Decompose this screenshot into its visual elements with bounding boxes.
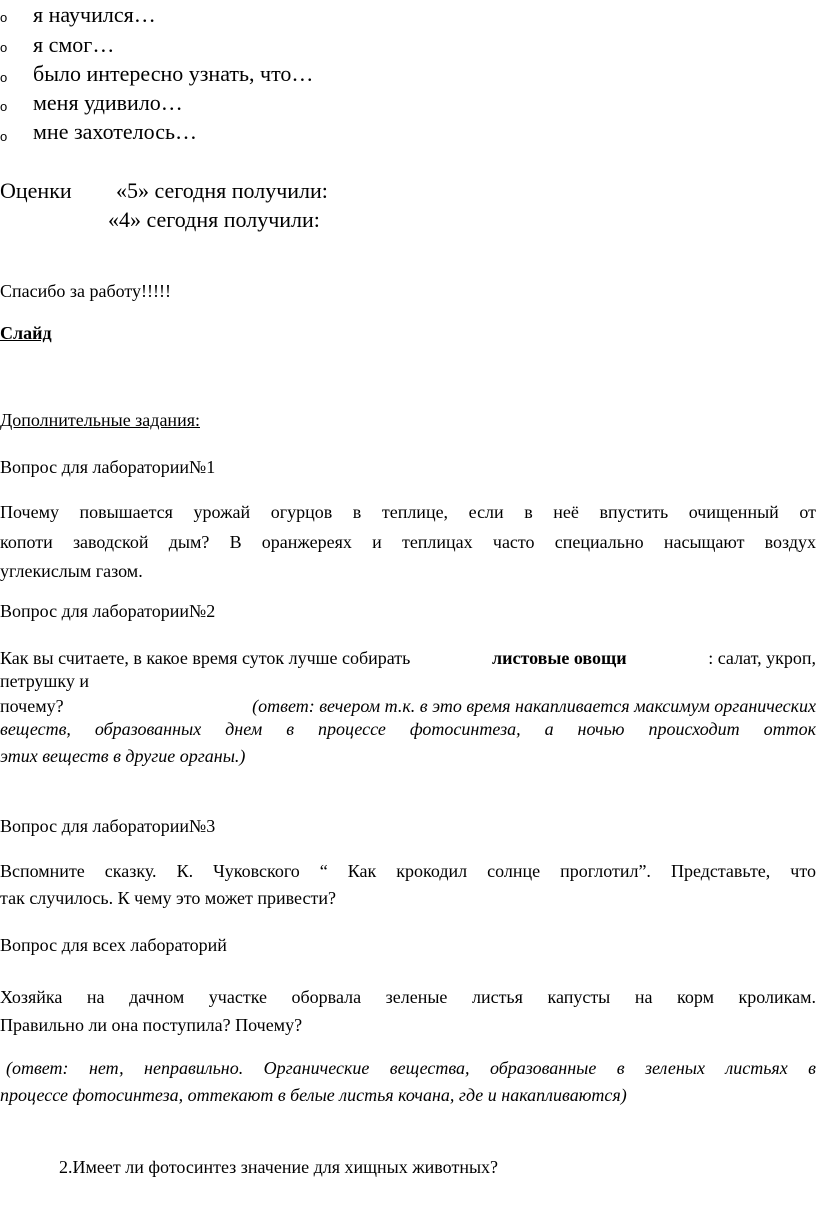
question-3-title: Вопрос для лаборатории№3 xyxy=(0,816,216,836)
question-3-line: так случилось. К чему это может привести? xyxy=(0,888,336,908)
bullet-marker: o xyxy=(0,70,8,85)
question-2-line-1 xyxy=(0,646,816,670)
list-item: мне захотелось… xyxy=(33,119,197,144)
extra-tasks-title: Дополнительные задания: xyxy=(0,410,200,430)
question-4-line: Хозяйка на дачном участке оборвала зеленые листья капусты на корм кроликам. xyxy=(0,987,816,1007)
question-2-title: Вопрос для лаборатории№2 xyxy=(0,601,216,621)
bullet-marker: o xyxy=(0,99,8,114)
question-1-line: Почему повышается урожай огурцов в теплице, если в неё впустить очищенный от xyxy=(0,502,816,522)
slide-label: Слайд xyxy=(0,323,52,343)
thanks-text: Спасибо за работу!!!!! xyxy=(0,281,172,301)
question-3-line: Вспомните сказку. К. Чуковского “ Как крокодил солнце проглотил”. Представьте, что xyxy=(0,861,816,881)
grades-line-4: «4» сегодня получили: xyxy=(108,207,320,232)
list-item: меня удивило… xyxy=(33,90,183,115)
question-1-title: Вопрос для лаборатории№1 xyxy=(0,457,216,477)
list-item: было интересно узнать, что… xyxy=(33,61,314,86)
question-4-line: Правильно ли она поступила? Почему? xyxy=(0,1015,303,1035)
question-2-answer: (ответ: вечером т.к. в это время накапливается максимум органических xyxy=(252,696,816,716)
grades-line-5: «5» сегодня получили: xyxy=(116,178,328,203)
question-5: 2.Имеет ли фотосинтез значение для хищных животных? xyxy=(59,1157,499,1177)
question-2-text: : салат, укроп, xyxy=(708,648,816,668)
question-4-answer: (ответ: нет, неправильно. Органические вещества, образованные в зеленых листьях в xyxy=(6,1058,816,1078)
list-item: я смог… xyxy=(33,32,115,57)
bullet-marker: o xyxy=(0,129,8,144)
question-1-line: копоти заводской дым? В оранжереях и теплицах часто специально насыщают воздух xyxy=(0,532,816,552)
question-2-answer: веществ, образованных днем в процессе фотосинтеза, а ночью происходит отток xyxy=(0,719,816,739)
bullet-marker: o xyxy=(0,40,8,55)
list-item: я научился… xyxy=(33,2,156,27)
question-2-text: почему? xyxy=(0,696,64,716)
question-1-line: углекислым газом. xyxy=(0,561,143,581)
question-2-line: петрушку и xyxy=(0,671,89,691)
question-4-title: Вопрос для всех лабораторий xyxy=(0,935,227,955)
question-4-answer: процессе фотосинтеза, оттекают в белые листья кочана, где и накапливаются) xyxy=(0,1085,627,1105)
bullet-marker: o xyxy=(0,10,8,25)
leafy-vegetables-term: листовые овощи xyxy=(492,648,627,668)
grades-label: Оценки xyxy=(0,178,72,203)
question-2-answer: этих веществ в другие органы.) xyxy=(0,746,246,766)
question-2-text: Как вы считаете, в какое время суток лучше собирать xyxy=(0,648,411,668)
